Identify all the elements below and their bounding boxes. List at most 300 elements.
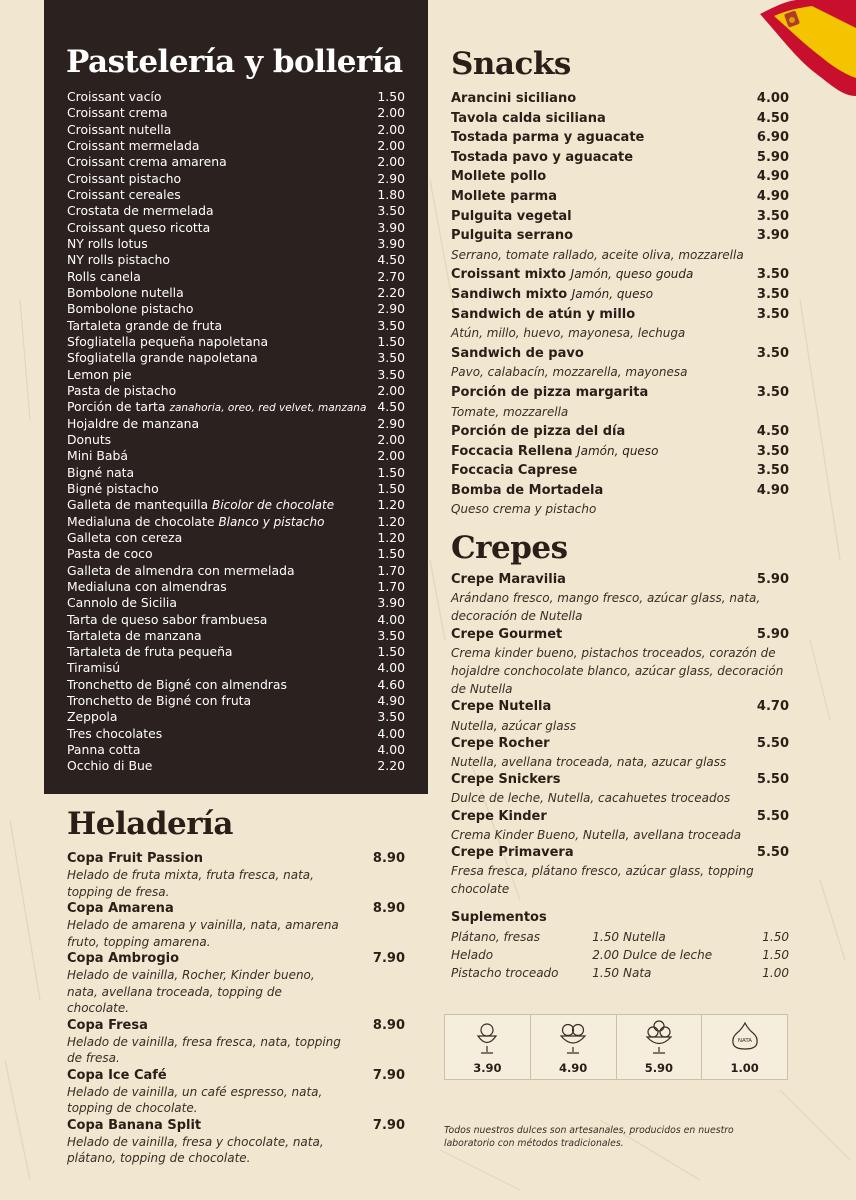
item-price: 2.90 [377,170,405,186]
item-price: 2.90 [377,415,405,431]
item-name: Foccacia Caprese [451,463,578,479]
item-name: Croissant vacío [67,89,162,104]
menu-row [67,383,405,399]
item-price: 2.00 [377,137,405,153]
item-name: Copa Banana Split [67,1117,202,1133]
menu-row [451,481,789,501]
item-price: 4.00 [377,725,405,741]
item-price: 5.90 [756,626,789,642]
menu-row [67,432,405,448]
item-name: Medialuna de chocolate [67,513,215,529]
item-price: 1.20 [377,529,405,545]
item-name: Crepe Nutella [451,699,552,715]
menu-row [67,318,405,334]
menu-row [67,89,405,105]
item-price: 3.50 [377,203,405,219]
item-price: 4.50 [377,252,405,268]
item-header [67,850,405,867]
item-header [67,900,405,917]
item-left [67,709,117,725]
menu-row [67,236,405,252]
item-name: Croissant crema [67,105,168,121]
item-left [67,367,132,383]
item-left [67,416,199,432]
suplemento-price: 1.50 [762,930,789,944]
menu-row [451,698,789,716]
item-price: 8.90 [372,901,405,916]
item-left [67,138,199,154]
suplemento-price: 1.50 [592,966,619,980]
suplemento-row [623,964,789,982]
item-name: Galleta con cereza [67,529,183,545]
ice-price-cell [702,1015,787,1079]
menu-row [67,269,405,285]
item-left [451,305,635,325]
item-name: Pulguita vegetal [451,208,572,224]
menu-row [451,109,789,129]
item-name: Sfogliatella pequeña napoletana [67,333,269,349]
nata-icon [728,1019,762,1057]
menu-row [451,735,789,753]
item-description: Arándano fresco, mango fresco, azúcar glass, nata, decoración de Nutella [451,591,761,624]
menu-row [451,285,789,305]
item-name: Crepe Snickers [451,772,561,788]
menu-row [451,167,789,187]
item-left [67,269,141,285]
item-left [67,252,170,268]
item-name: Galleta de mantequilla [67,497,209,513]
menu-row [67,334,405,350]
menu-row [451,226,789,246]
item-price: 5.50 [756,772,789,788]
item-name: Bombolone pistacho [67,301,194,317]
crepes-title: Crepes [451,530,568,566]
item-price: 2.70 [377,268,405,284]
item-left [67,612,267,628]
item-description: Nutella, avellana troceada, nata, azucar glass [451,754,727,769]
item-left [451,226,573,246]
pasteleria-list [67,89,405,775]
item-description: Pavo, calabacín, mozzarella, mayonesa [451,365,688,380]
suplemento-name: Dulce de leche [622,948,713,962]
menu-row [451,442,789,462]
menu-row [67,644,405,660]
menu-item [67,1017,405,1067]
menu-row [67,481,405,497]
item-name: Tronchetto de Bigné con almendras [67,676,287,692]
menu-row [67,350,405,366]
item-description: Helado de vainilla, fresa fresca, nata, topping de fresa. [67,1034,341,1065]
item-note: Jamón, queso gouda [570,267,694,282]
item-name: NY rolls pistacho [67,252,170,268]
item-price: 2.20 [377,284,405,300]
three-scoop-cup-icon [642,1019,676,1057]
menu-row [67,758,405,774]
item-price: 3.50 [756,345,789,361]
item-price: 4.90 [756,188,789,204]
item-name: Arancini siciliano [451,91,577,106]
suplementos-title: Suplementos [451,910,547,925]
footnote: Todos nuestros dulces son artesanales, producidos en nuestro laboratorio con métodos tradicionales. [444,1125,734,1149]
menu-item [67,950,405,1017]
item-price: 4.90 [756,482,789,498]
item-name: Copa Ambrogio [67,951,180,966]
item-left [451,128,644,148]
ice-price-cell [531,1015,617,1079]
item-price: 1.70 [377,578,405,594]
item-price: 1.50 [377,644,405,660]
item-name: Foccacia Rellena [451,443,573,459]
item-price: 2.90 [377,301,405,317]
menu-row [67,726,405,742]
item-left [67,318,222,334]
item-left [67,693,251,709]
item-left [67,742,140,758]
item-name: Crepe Primavera [451,844,574,860]
item-left [67,154,227,170]
item-name: Tostada parma y aguacate [451,130,645,146]
menu-item [67,850,405,900]
item-name: Tavola calda siciliana [451,110,606,126]
menu-row [67,138,405,154]
item-left [67,563,295,579]
menu-row [67,285,405,301]
item-name: Mini Babá [67,448,128,464]
ice-price-table [444,1014,788,1080]
item-left [67,546,153,562]
item-left [67,171,181,187]
menu-row [67,465,405,481]
item-header [67,950,405,967]
item-price: 5.50 [756,735,789,751]
item-left [67,758,152,774]
item-name: Sfogliatella grande napoletana [67,350,258,366]
ice-price-cell [617,1015,703,1079]
item-name: Sandiwch mixto [451,286,568,302]
item-price: 1.80 [377,186,405,202]
item-left [67,481,159,497]
item-price: 4.50 [756,424,789,440]
item-price: 3.50 [377,366,405,382]
item-name: Sandwich de atún y millo [451,306,636,322]
item-price: 3.50 [756,306,789,322]
item-name: Copa Fresa [67,1017,148,1033]
item-name: Copa Fruit Passion [67,851,204,866]
item-name: Tarta de queso sabor frambuesa [67,611,268,627]
menu-row [451,305,789,325]
item-price: 4.00 [377,611,405,627]
menu-row [67,693,405,709]
item-name: Porción de tarta [67,399,166,415]
menu-row [67,514,405,530]
menu-row [67,579,405,595]
item-name: Sandwich de pavo [451,345,584,361]
item-price: 2.00 [377,154,405,170]
menu-row [67,742,405,758]
item-price: 1.50 [377,89,405,104]
item-price: 4.50 [756,110,789,126]
menu-row [451,571,789,589]
menu-row [67,122,405,138]
item-name: Zeppola [67,709,118,725]
item-price: 4.00 [756,91,789,106]
item-description: Crema kinder bueno, pistachos troceados, corazón de hojaldre conchocolate blanco, azúcar glass, decoración de Nutella [451,645,784,697]
suplemento-name: Nutella [622,930,666,944]
menu-row [67,595,405,611]
item-price: 3.90 [377,235,405,251]
item-left [451,481,603,501]
item-name: Croissant mixto [451,267,567,283]
item-name: Crepe Maravilia [451,572,566,587]
item-name: Tres chocolates [67,725,163,741]
ice-price: 5.90 [644,1061,674,1075]
item-name: NY rolls lotus [67,235,148,251]
menu-row [67,171,405,187]
item-left [451,442,658,462]
snacks-title: Snacks [451,46,571,82]
item-left [67,301,194,317]
item-name: Medialuna con almendras [67,578,227,594]
item-description: Serrano, tomate rallado, aceite oliva, mozzarella [451,247,744,262]
item-price: 4.70 [756,699,789,715]
item-left [67,530,182,546]
item-price: 1.20 [377,513,405,529]
item-price: 2.00 [377,448,405,464]
item-header [67,1017,405,1034]
ice-price-cell [445,1015,531,1079]
item-price: 3.50 [377,350,405,366]
menu-row [451,148,789,168]
pasteleria-section [44,0,428,794]
item-name: Tartaleta de manzana [67,627,202,643]
item-description: Fresa fresca, plátano fresco, azúcar glass, topping chocolate [451,864,754,897]
item-price: 3.50 [756,208,789,224]
item-left [67,726,162,742]
item-header [67,1117,405,1134]
menu-row [67,367,405,383]
item-note: Jamón, queso [571,286,654,301]
spain-flag-icon [752,0,856,96]
item-name: Cannolo de Sicilia [67,595,177,611]
menu-row [451,808,789,826]
item-header [67,1067,405,1084]
menu-row [67,677,405,693]
item-left [67,350,258,366]
item-note: Bicolor de chocolate [212,498,335,513]
menu-row [67,448,405,464]
item-name: Bombolone nutella [67,284,184,300]
item-name: Mollete pollo [451,169,547,185]
item-price: 1.50 [377,464,405,480]
item-description: Crema Kinder Bueno, Nutella, avellana troceada [451,827,742,842]
item-name: Donuts [67,431,112,447]
item-price: 3.50 [377,627,405,643]
item-left [67,105,168,121]
pasteleria-title: Pastelería y bollería [66,44,403,80]
item-left [451,265,693,285]
item-name: Crepe Rocher [451,735,550,751]
item-name: Mollete parma [451,188,557,204]
item-description: Atún, millo, huevo, mayonesa, lechuga [451,326,686,341]
item-name: Croissant crema amarena [67,154,227,170]
menu-item [67,1067,405,1117]
ice-price: 1.00 [730,1061,759,1075]
menu-row [451,626,789,644]
item-left [67,122,171,138]
menu-row [451,128,789,148]
menu-row [67,399,405,415]
item-name: Tiramisú [67,660,121,676]
item-name: Tronchetto de Bigné con fruta [67,693,252,709]
suplementos-section [451,908,789,982]
item-left [451,187,557,207]
menu-row [67,709,405,725]
item-price: 1.50 [377,333,405,349]
item-name: Rolls canela [67,268,141,284]
menu-row [67,301,405,317]
item-description: Nutella, azúcar glass [451,718,577,733]
item-price: 2.20 [377,758,405,774]
item-name: Croissant queso ricotta [67,219,211,235]
item-price: 5.50 [756,808,789,824]
item-name: Pulguita serrano [451,228,574,244]
suplemento-row [451,964,619,982]
item-left [67,399,366,416]
suplementos-left-column [451,928,619,982]
item-description: Tomate, mozzarella [451,404,569,419]
item-left [67,236,148,252]
menu-row [67,187,405,203]
item-left [67,644,233,660]
item-left [451,422,625,442]
item-price: 4.90 [377,693,405,709]
item-price: 3.90 [756,228,789,244]
menu-row [67,416,405,432]
item-description: Helado de fruta mixta, fruta fresca, nata, topping de fresa. [67,868,314,899]
item-price: 3.50 [756,443,789,459]
item-price: 2.00 [377,105,405,121]
item-description: Helado de vainilla, fresa y chocolate, nata, plátano, topping de chocolate. [67,1134,324,1165]
item-name: Porción de pizza del día [451,424,626,440]
item-left [67,383,176,399]
item-name: Crepe Gourmet [451,626,563,642]
menu-row [67,497,405,513]
item-left [451,148,633,168]
menu-row [67,628,405,644]
suplemento-price: 1.00 [762,966,789,980]
item-left [67,628,202,644]
item-note: zanahoria, oreo, red velvet, manzana [169,402,367,415]
item-left [67,497,334,513]
menu-row [67,105,405,121]
item-description: Helado de vainilla, Rocher, Kinder bueno, nata, avellana troceada, topping de chocolate. [67,968,315,1015]
item-left [67,220,210,236]
ice-price: 3.90 [473,1061,502,1075]
menu-row [451,383,789,403]
item-price: 6.90 [756,130,789,146]
menu-row [451,461,789,481]
item-name: Copa Ice Café [67,1067,167,1083]
suplemento-price: 1.50 [592,930,619,944]
item-price: 7.90 [372,1067,405,1083]
item-price: 8.90 [372,851,405,866]
item-left [67,203,214,219]
item-price: 5.50 [756,844,789,860]
item-name: Tartaleta grande de fruta [67,317,223,333]
item-price: 3.50 [756,286,789,302]
item-name: Tartaleta de fruta pequeña [67,644,233,660]
item-price: 2.00 [377,431,405,447]
item-left [451,285,653,305]
menu-row [451,844,789,862]
menu-row [67,252,405,268]
suplemento-row [623,928,789,946]
item-price: 3.50 [756,384,789,400]
item-price: 3.50 [377,317,405,333]
menu-row [451,187,789,207]
item-left [67,432,111,448]
menu-row [67,220,405,236]
item-left [67,187,181,203]
menu-row [451,344,789,364]
item-description: Queso crema y pistacho [451,502,597,517]
item-left [67,514,324,530]
item-name: Pasta de pistacho [67,382,177,398]
suplemento-price: 1.50 [762,948,789,962]
item-price: 4.00 [377,660,405,676]
item-price: 1.20 [377,497,405,513]
one-scoop-cup-icon [470,1019,504,1057]
item-note: Blanco y pistacho [218,514,325,529]
menu-item [67,1117,405,1167]
item-price: 3.50 [377,709,405,725]
item-price: 3.50 [756,463,789,479]
menu-row [67,612,405,628]
menu-row [67,154,405,170]
suplemento-price: 2.00 [592,948,619,962]
item-name: Lemon pie [67,366,132,382]
suplementos-right-column [619,928,789,982]
suplemento-row [623,946,789,964]
item-left [67,448,128,464]
item-name: Bomba de Mortadela [451,482,604,498]
item-left [67,579,227,595]
item-name: Copa Amarena [67,901,174,916]
menu-row [67,546,405,562]
menu-item [67,900,405,950]
item-price: 7.90 [372,1117,405,1133]
heladeria-title: Heladería [67,806,233,842]
menu-row [67,660,405,676]
suplemento-name: Pistacho troceado [451,966,559,980]
item-price: 4.60 [377,676,405,692]
item-left [451,461,577,481]
ice-price: 4.90 [558,1061,588,1075]
item-description: Helado de vainilla, un café espresso, nata, topping de chocolate. [67,1084,323,1115]
menu-row [451,771,789,789]
item-left [451,167,546,187]
item-name: Crostata de mermelada [67,203,214,219]
item-name: Bigné pistacho [67,480,159,496]
item-price: 3.90 [377,219,405,235]
suplemento-row [451,946,619,964]
item-left [67,660,120,676]
item-description: Dulce de leche, Nutella, cacahuetes troceados [451,791,731,806]
item-left [67,89,161,105]
item-price: 3.90 [377,595,405,611]
item-price: 8.90 [372,1017,405,1033]
menu-row [451,265,789,285]
